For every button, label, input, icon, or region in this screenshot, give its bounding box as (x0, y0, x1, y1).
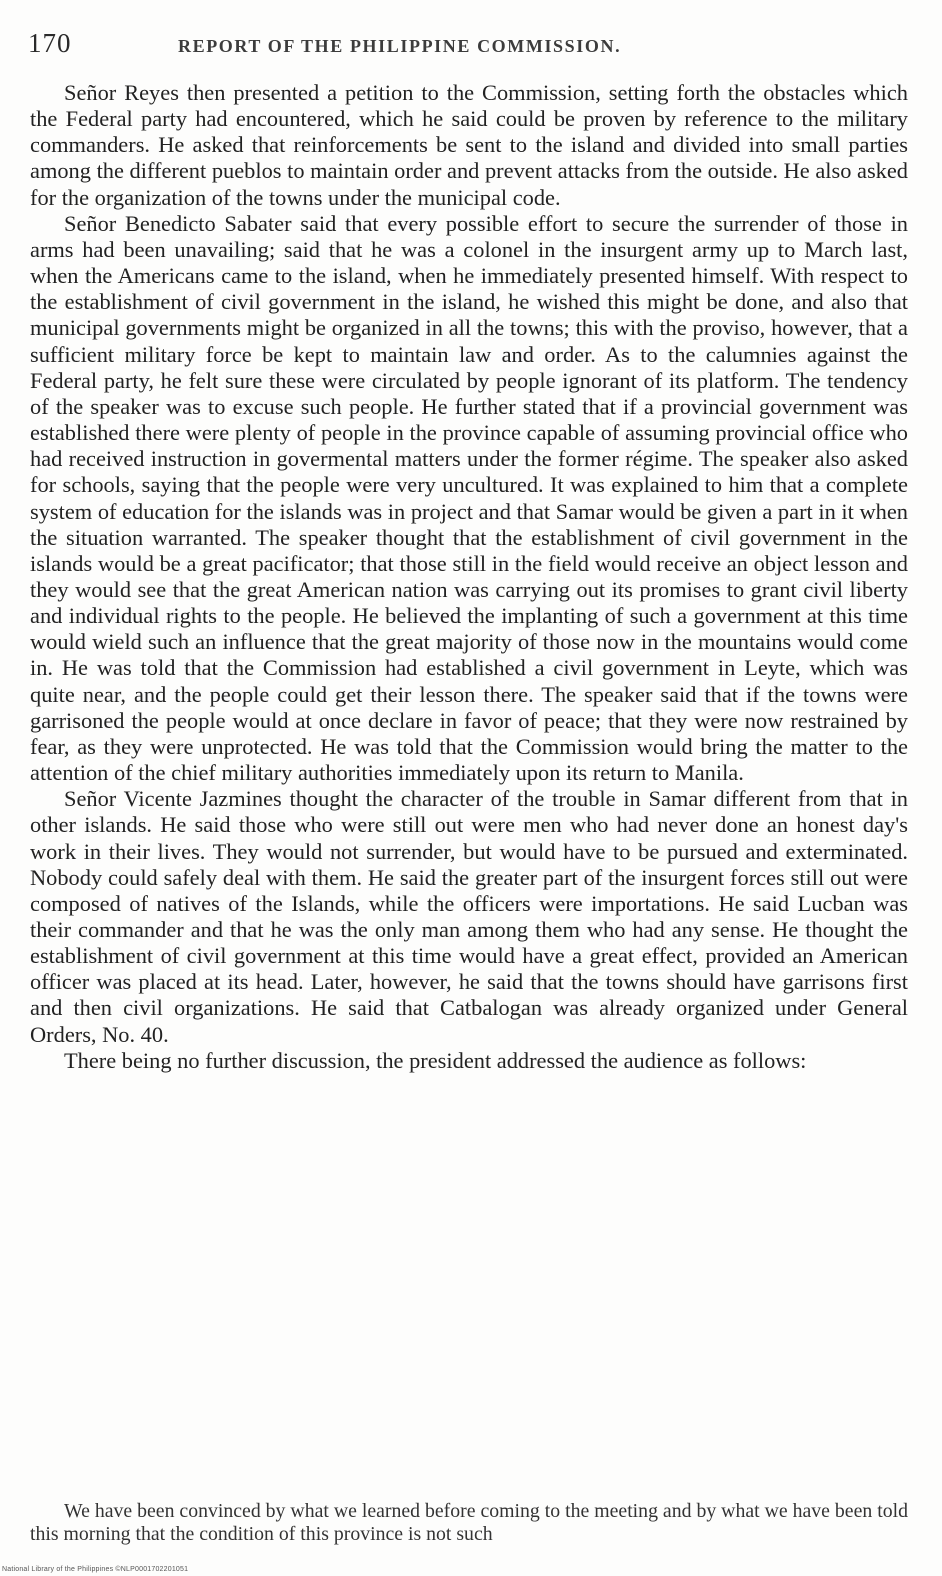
paragraph-jazmines: Señor Vicente Jazmines thought the character of the trouble in Samar different from that in other islands. He said those who were still out were men who had never done an honest day's work in their lives. They would not surrender, but would have to be pursued and exterminated. Nobody could safely deal with them. He said the greater part of the insurgent forces still out were composed of natives of the Islands, while the officers were importations. He said Lucban was their commander and that he was the only man among them who had any sense. He thought the establishment of civil government at this time would have a great effect, provided an American officer was placed at its head. Later, however, he said that the towns should have garrisons first and then civil organizations. He said that Catbalogan was already organized under General Orders, No. 40. (30, 786, 908, 1047)
body-text (30, 80, 908, 1074)
quote-text: We have been convinced by what we learned before coming to the meeting and by what we have been told this morning that the condition of this province is not such (30, 1500, 908, 1545)
paragraph-president: There being no further discussion, the president addressed the audience as follows: (64, 1047, 807, 1073)
running-head: REPORT OF THE PHILIPPINE COMMISSION. (178, 36, 622, 56)
quoted-address (30, 1500, 908, 1546)
library-stamp: National Library of the Philippines ©NLP0001702201051 (2, 1566, 189, 1573)
page-number: 170 (28, 28, 72, 58)
page-header (28, 28, 914, 62)
paragraph-reyes: Señor Reyes then presented a petition to the Commission, setting forth the obstacles which the Federal party had encountered, which he said could be proven by reference to the military commanders. He asked that reinforcements be sent to the island and divided into small parties among the different pueblos to maintain order and prevent attacks from the outside. He also asked for the organization of the towns under the municipal code. (30, 80, 908, 210)
paragraph-sabater: Señor Benedicto Sabater said that every possible effort to secure the surrender of those in arms had been unavailing; said that he was a colonel in the insurgent army up to March last, when the Americans came to the island, when he immediately presented himself. With respect to the establishment of civil government in the island, he wished this might be done, and also that municipal governments might be organized in all the towns; this with the proviso, however, that a sufficient military force be kept to maintain law and order. As to the calumnies against the Federal party, he felt sure these were circulated by people ignorant of its platform. The tendency of the speaker was to excuse such people. He further stated that if a provincial government was established there were plenty of people in the province capable of assuming provincial office who had received instruction in govermental matters under the former régime. The speaker also asked for schools, saying that the people were very uncultured. It was explained to him that a complete system of education for the islands was in project and that Samar would be given a part in it when the situation warranted. The speaker thought that the establishment of civil government in the islands would be a great pacificator; that those still in the field would receive an object lesson and they would see that the great American nation was carrying out its promises to grant civil liberty and individual rights to the people. He believed the implanting of such a government at this time would wield such an influence that the great majority of those now in the mountains would come in. He was told that the Commission had established a civil government in Leyte, which was quite near, and the people could get their lesson there. The speaker said that if the towns were garrisoned the people would at once declare in favor of peace; that they were now restrained by fear, as they were unprotected. He was told that the Commission would bring the matter to the attention of the chief military authorities immediately upon its return to Manila. (30, 210, 908, 786)
